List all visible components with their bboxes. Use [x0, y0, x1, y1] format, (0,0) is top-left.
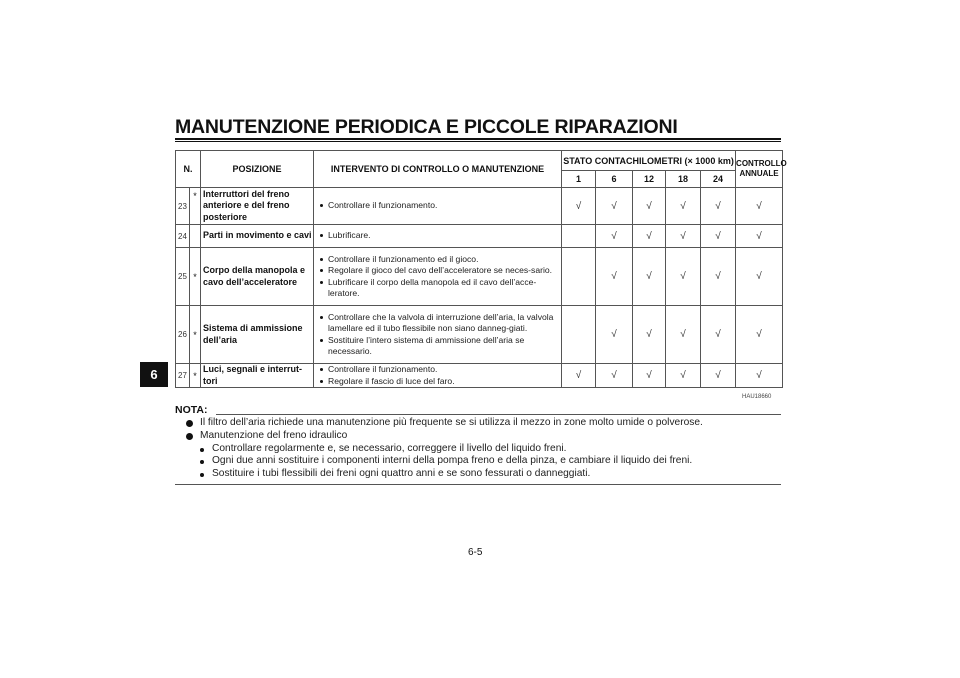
row-actions: [314, 364, 562, 388]
header-km: 24: [701, 171, 736, 188]
check-mark: √: [666, 306, 701, 364]
row-position: Luci, segnali e interrut-tori: [201, 364, 314, 388]
check-mark: √: [736, 188, 783, 225]
row-star: *: [190, 188, 201, 225]
title-rule: [175, 138, 781, 140]
row-number: 26: [176, 306, 190, 364]
check-mark: √: [701, 188, 736, 225]
row-actions: [314, 306, 562, 364]
check-mark: √: [666, 188, 701, 225]
row-actions: [314, 248, 562, 306]
check-mark: √: [666, 364, 701, 388]
row-star: *: [190, 306, 201, 364]
action-item: Lubrificare il corpo della manopola ed il cavo dell’acce-leratore.: [328, 277, 561, 300]
note-label: NOTA:: [175, 404, 208, 416]
row-number: 23: [176, 188, 190, 225]
check-mark: √: [633, 188, 666, 225]
action-item: Controllare che la valvola di interruzione dell’aria, la valvola lamellare ed il tubo flessibile non siano danneg-giati.: [328, 312, 561, 335]
row-star: *: [190, 248, 201, 306]
check-mark: √: [562, 188, 596, 225]
check-mark: √: [736, 225, 783, 248]
check-mark: √: [701, 248, 736, 306]
header-km: 12: [633, 171, 666, 188]
note-subitem: Ogni due anni sostituire i componenti interni della pompa freno e della pinza, e cambiare il liquido dei freni.: [186, 455, 703, 468]
check-mark: √: [633, 225, 666, 248]
check-mark: [562, 306, 596, 364]
check-mark: [562, 225, 596, 248]
check-mark: √: [596, 364, 633, 388]
action-item: Sostituire l’intero sistema di ammissione dell’aria se necessario.: [328, 335, 561, 358]
note-end-rule: [175, 484, 781, 485]
check-mark: √: [596, 306, 633, 364]
row-star: [190, 225, 201, 248]
check-mark: √: [736, 364, 783, 388]
action-item: Controllare il funzionamento.: [328, 364, 561, 376]
check-mark: √: [633, 248, 666, 306]
check-mark: √: [596, 248, 633, 306]
row-actions: [314, 188, 562, 225]
row-number: 27: [176, 364, 190, 388]
reference-code: HAU18660: [742, 394, 772, 400]
check-mark: √: [596, 188, 633, 225]
check-mark: √: [666, 225, 701, 248]
check-mark: √: [701, 364, 736, 388]
action-item: Lubrificare.: [328, 230, 561, 242]
check-mark: √: [736, 306, 783, 364]
page-title: MANUTENZIONE PERIODICA E PICCOLE RIPARAZIONI: [175, 116, 678, 138]
check-mark: √: [701, 225, 736, 248]
header-position: POSIZIONE: [201, 151, 314, 188]
title-rule-thin: [175, 141, 781, 142]
check-mark: √: [633, 364, 666, 388]
header-n: N.: [176, 151, 201, 188]
check-mark: √: [596, 225, 633, 248]
table-row: [176, 225, 783, 248]
header-km: 18: [666, 171, 701, 188]
table-row: [176, 306, 783, 364]
header-km: 1: [562, 171, 596, 188]
page-number: 6-5: [468, 547, 483, 558]
row-star: *: [190, 364, 201, 388]
header-odometer: STATO CONTACHILOMETRI (× 1000 km): [562, 151, 736, 171]
note-rule: [216, 414, 781, 415]
action-item: Controllare il funzionamento.: [328, 200, 561, 212]
row-number: 24: [176, 225, 190, 248]
table-row: [176, 364, 783, 388]
note-list: [186, 417, 703, 481]
note-item: Manutenzione del freno idraulico: [186, 430, 703, 443]
row-position: Interruttori del freno anteriore e del freno posteriore: [201, 188, 314, 225]
row-position: Parti in movimento e cavi: [201, 225, 314, 248]
chapter-tab: 6: [140, 362, 168, 387]
check-mark: √: [633, 306, 666, 364]
check-mark: √: [666, 248, 701, 306]
table-row: [176, 188, 783, 225]
header-annual: CONTROLLO ANNUALE: [736, 151, 783, 188]
header-km: 6: [596, 171, 633, 188]
header-action: INTERVENTO DI CONTROLLO O MANUTENZIONE: [314, 151, 562, 188]
check-mark: √: [701, 306, 736, 364]
action-item: Regolare il gioco del cavo dell’acceleratore se neces-sario.: [328, 265, 561, 277]
check-mark: √: [562, 364, 596, 388]
action-item: Regolare il fascio di luce del faro.: [328, 376, 561, 388]
row-number: 25: [176, 248, 190, 306]
check-mark: [562, 248, 596, 306]
maintenance-table: [175, 150, 787, 388]
check-mark: √: [736, 248, 783, 306]
note-subitem: Sostituire i tubi flessibili dei freni ogni quattro anni e se sono fessurati o danneggiati.: [186, 468, 703, 481]
action-item: Controllare il funzionamento ed il gioco.: [328, 254, 561, 266]
row-actions: [314, 225, 562, 248]
row-position: Corpo della manopola e cavo dell’acceleratore: [201, 248, 314, 306]
row-position: Sistema di ammissione dell’aria: [201, 306, 314, 364]
note-item: Il filtro dell’aria richiede una manutenzione più frequente se si utilizza il mezzo in zone molto umide o polverose.: [186, 417, 703, 430]
table-row: [176, 248, 783, 306]
note-subitem: Controllare regolarmente e, se necessario, correggere il livello del liquido freni.: [186, 443, 703, 456]
